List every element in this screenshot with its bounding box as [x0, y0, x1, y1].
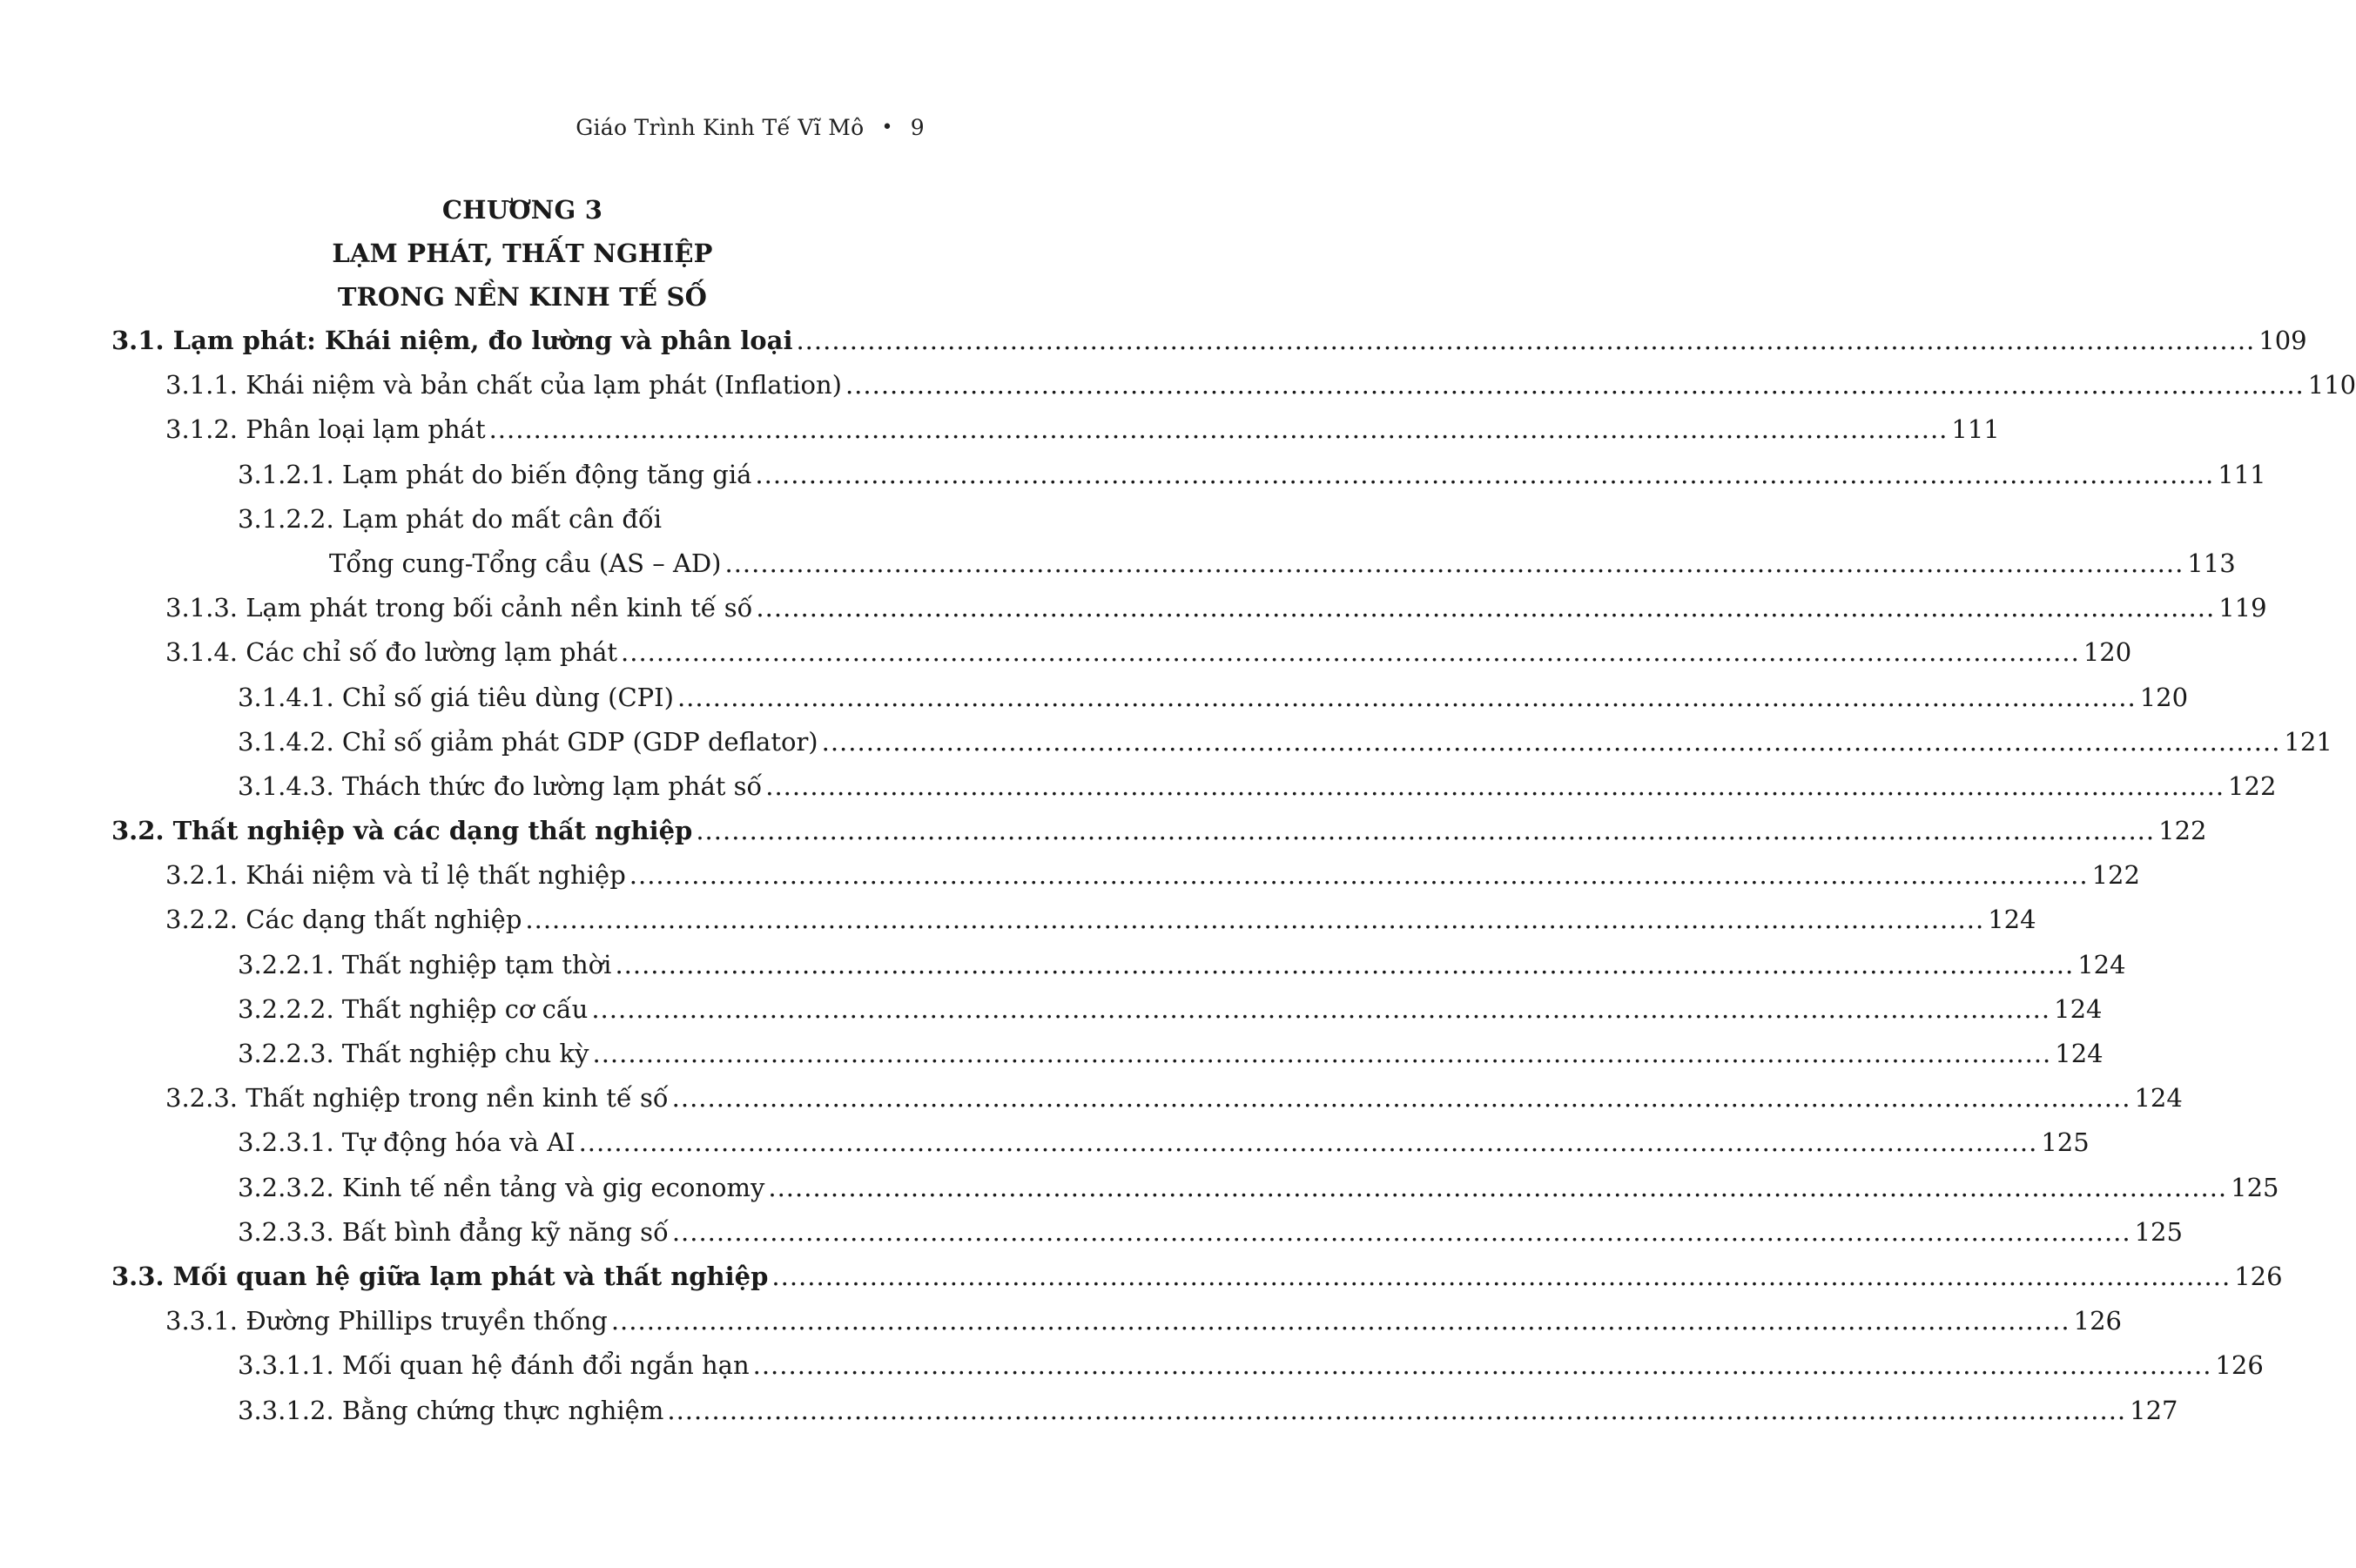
toc-entry-number: 3.1.3. [165, 593, 239, 623]
toc-entry-title: Phân loại lạm phát [246, 414, 486, 445]
toc-entry-continuation[interactable] [111, 548, 2236, 593]
toc-dot-leader [621, 637, 2080, 667]
toc-entry[interactable] [111, 414, 2000, 459]
toc-dot-leader [696, 816, 2155, 845]
toc-dot-leader [629, 860, 2089, 890]
toc-entry-title: Bằng chứng thực nghiệm [341, 1395, 664, 1425]
toc-entry-page: 124 [2055, 1039, 2104, 1068]
toc-entry-page: 111 [1951, 414, 2000, 445]
toc-entry-number: 3.1.4.3. [238, 771, 334, 801]
toc-entry-number: 3.3.1.1. [238, 1350, 334, 1381]
toc-entry-title: Các chỉ số đo lường lạm phát [246, 637, 618, 668]
toc-entry-number: 3.2.3.3. [238, 1216, 334, 1247]
toc-entry-number: 3.2.3.2. [238, 1172, 334, 1202]
toc-entry[interactable] [111, 459, 2266, 504]
toc-entry-number: 3.2.2. [165, 905, 239, 935]
toc-entry-number: 3.3.1.2. [238, 1395, 334, 1425]
toc-entry-number: 3.2.3.1. [238, 1127, 334, 1158]
toc-entry[interactable] [111, 949, 2126, 994]
toc-entry-number: 3.1. [111, 326, 165, 355]
toc-entry-title: Khái niệm và bản chất của lạm phát (Inflation) [246, 370, 842, 400]
toc-entry-title: Mối quan hệ đánh đổi ngắn hạn [341, 1350, 750, 1381]
toc-entry-number: 3.2.3. [165, 1083, 239, 1114]
toc-entry-page: 124 [2134, 1083, 2183, 1114]
toc-entry-page: 124 [2054, 993, 2103, 1024]
toc-dot-leader [765, 771, 2225, 801]
toc-dot-leader [768, 1173, 2227, 1202]
toc-entry-number: 3.1.2. [165, 414, 239, 445]
page-number: 9 [910, 115, 925, 140]
toc-entry-number: 3.1.1. [165, 370, 239, 400]
toc-dot-leader [755, 460, 2214, 489]
toc-entry-page: 125 [2231, 1172, 2279, 1202]
toc-entry[interactable] [111, 1172, 2279, 1217]
toc-entry[interactable] [111, 993, 2103, 1039]
toc-entry-title: Đường Phillips truyền thống [246, 1306, 608, 1336]
toc-dot-leader [756, 593, 2215, 622]
toc-entry[interactable] [111, 637, 2132, 682]
toc-entry-title: Thách thức đo lường lạm phát số [341, 771, 763, 801]
toc-entry[interactable] [111, 726, 2332, 771]
toc-dot-leader [611, 1306, 2070, 1336]
toc-entry-title: Thất nghiệp cơ cấu [341, 993, 589, 1024]
toc-dot-leader [796, 326, 2255, 355]
toc-entry[interactable] [111, 1306, 2122, 1350]
chapter-title-line-2: TRONG NỀN KINH TẾ SỐ [337, 282, 708, 312]
toc-section[interactable] [111, 816, 2207, 860]
toc-entry[interactable] [111, 905, 2036, 949]
toc-dot-leader [771, 1262, 2231, 1291]
toc-entry-number: 3.1.4. [165, 637, 239, 668]
toc-dot-leader [845, 370, 2305, 400]
toc-entry-page: 113 [2187, 548, 2236, 578]
chapter-heading [0, 188, 1045, 319]
toc-entry-page: 125 [2134, 1216, 2183, 1247]
toc-entry-page: 124 [1988, 905, 2036, 935]
toc-entry-page: 121 [2284, 726, 2332, 757]
toc-entry-title: Lạm phát do mất cân đối [341, 503, 662, 534]
toc-entry-page: 110 [2307, 370, 2356, 400]
toc-entry-page: 111 [2218, 459, 2266, 489]
table-of-contents [111, 326, 2356, 1440]
toc-dot-leader [667, 1396, 2126, 1425]
toc-entry-title: Mối quan hệ giữa lạm phát và thất nghiệp [172, 1261, 769, 1291]
toc-entry[interactable] [111, 1083, 2183, 1127]
toc-section[interactable] [111, 1261, 2283, 1306]
toc-entry-title-continued: Tổng cung-Tổng cầu (AS – AD) [329, 548, 722, 578]
toc-entry-page: 127 [2130, 1395, 2178, 1425]
toc-entry-page: 126 [2234, 1261, 2283, 1291]
toc-entry[interactable] [111, 593, 2267, 637]
toc-entry[interactable] [111, 1039, 2104, 1083]
toc-entry-number: 3.2.2.1. [238, 949, 334, 979]
toc-entry-number: 3.2. [111, 816, 165, 846]
toc-entry-title: Thất nghiệp và các dạng thất nghiệp [172, 816, 693, 846]
toc-entry-number: 3.2.2.3. [238, 1039, 334, 1068]
toc-dot-leader [592, 1039, 2051, 1068]
toc-entry-page: 126 [2073, 1306, 2122, 1336]
chapter-title-line-1: LẠM PHÁT, THẤT NGHIỆP [332, 239, 713, 268]
toc-entry-page: 125 [2041, 1127, 2090, 1158]
toc-entry-page: 120 [2139, 682, 2189, 712]
toc-entry[interactable] [111, 682, 2189, 727]
toc-dot-leader [489, 414, 1949, 444]
toc-entry[interactable] [111, 1216, 2183, 1262]
toc-dot-leader [672, 1217, 2131, 1247]
toc-dot-leader [672, 1083, 2131, 1113]
toc-entry-number: 3.3.1. [165, 1306, 239, 1336]
toc-entry[interactable] [111, 370, 2356, 414]
toc-entry-number: 3.3. [111, 1261, 165, 1291]
toc-entry-title: Thất nghiệp chu kỳ [341, 1039, 589, 1068]
toc-entry-page: 119 [2218, 593, 2267, 623]
toc-entry[interactable] [111, 504, 930, 548]
toc-entry-title: Lạm phát: Khái niệm, đo lường và phân loại [172, 326, 793, 355]
toc-entry-page: 124 [2077, 949, 2126, 979]
toc-entry-number: 3.1.2.1. [238, 459, 334, 489]
header-separator: • [881, 117, 893, 138]
toc-entry-number: 3.1.4.2. [238, 726, 334, 757]
toc-entry-page: 109 [2258, 326, 2307, 355]
toc-dot-leader [591, 994, 2050, 1024]
toc-entry-number: 3.2.1. [165, 860, 239, 891]
toc-entry-page: 122 [2228, 771, 2277, 801]
toc-entry-title: Khái niệm và tỉ lệ thất nghiệp [246, 860, 626, 891]
toc-entry-title: Tự động hóa và AI [341, 1127, 576, 1158]
running-header [576, 115, 925, 140]
toc-entry-title: Thất nghiệp tạm thời [341, 949, 612, 979]
toc-dot-leader [525, 905, 1984, 934]
toc-entry-number: 3.1.2.2. [238, 503, 334, 534]
toc-entry[interactable] [111, 1350, 2264, 1395]
toc-entry-title: Bất bình đẳng kỹ năng số [341, 1216, 669, 1247]
toc-entry-title: Kinh tế nền tảng và gig economy [341, 1172, 765, 1202]
toc-entry[interactable] [111, 860, 2140, 905]
toc-entry-title: Chỉ số giá tiêu dùng (CPI) [341, 682, 674, 712]
toc-entry-number: 3.2.2.2. [238, 993, 334, 1024]
toc-entry[interactable] [111, 1127, 2090, 1172]
toc-dot-leader [822, 727, 2281, 757]
toc-entry-title: Chỉ số giảm phát GDP (GDP deflator) [341, 726, 818, 757]
toc-entry[interactable] [111, 771, 2277, 816]
toc-entry-page: 122 [2158, 816, 2207, 846]
toc-entry-title: Lạm phát do biến động tăng giá [341, 459, 752, 489]
toc-entry-page: 122 [2091, 860, 2140, 891]
toc-dot-leader [615, 950, 2074, 979]
toc-entry-title: Lạm phát trong bối cảnh nền kinh tế số [246, 593, 753, 623]
toc-dot-leader [753, 1350, 2212, 1380]
toc-dot-leader [579, 1127, 2038, 1157]
chapter-label: CHƯƠNG 3 [441, 195, 603, 225]
toc-entry-title: Thất nghiệp trong nền kinh tế số [246, 1083, 669, 1114]
toc-section[interactable] [111, 326, 2307, 370]
toc-entry-title: Các dạng thất nghiệp [246, 905, 522, 935]
book-title: Giáo Trình Kinh Tế Vĩ Mô [576, 115, 865, 140]
toc-entry-number: 3.1.4.1. [238, 682, 334, 712]
toc-dot-leader [725, 548, 2184, 578]
toc-dot-leader [677, 683, 2137, 712]
toc-entry-page: 126 [2215, 1350, 2264, 1381]
toc-entry-page: 120 [2083, 637, 2132, 668]
toc-entry[interactable] [111, 1395, 2178, 1440]
